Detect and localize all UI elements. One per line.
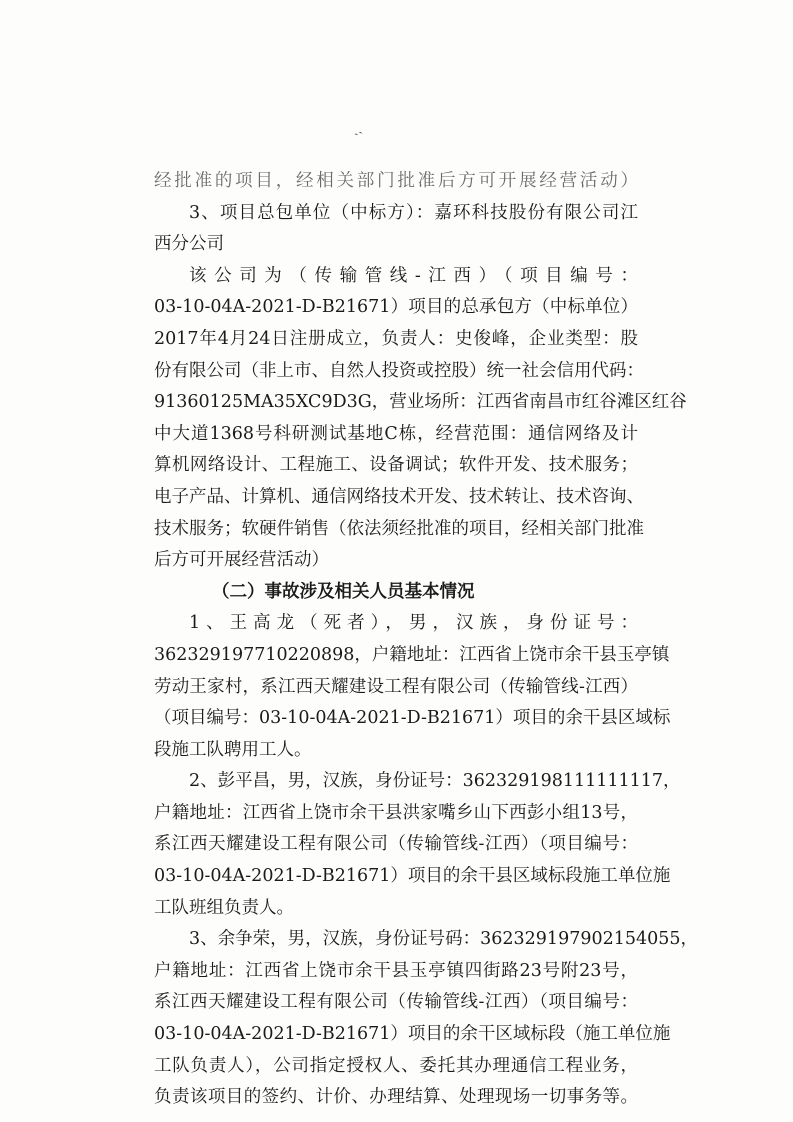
section-item-contractor: 3、项目总包单位（中标方）：嘉环科技股份有限公司江 [189, 202, 638, 223]
text-line: 2017年4月24日注册成立，负责人：史俊峰，企业类型：股 [154, 328, 638, 349]
person-item-3: 3、余争荣，男，汉族，身份证号码：362329197902154055， [189, 929, 699, 950]
text-line: 工队班组负责人。 [154, 897, 294, 918]
document-body [154, 166, 699, 1114]
text-line: 户籍地址：江西省上饶市余干县洪家嘴乡山下西彭小组13号， [154, 802, 638, 823]
text-line: 负责该项目的签约、计价、办理结算、处理现场一切事务等。 [154, 1087, 638, 1108]
text-line: 份有限公司（非上市、自然人投资或控股）统一社会信用代码： [154, 360, 644, 381]
scan-mark: ˎˏ [349, 118, 364, 138]
text-line: 电子产品、计算机、通信网络技术开发、技术转让、技术咨询、 [154, 486, 644, 507]
person-item-2: 2、彭平昌，男，汉族，身份证号：362329198111111117， [189, 771, 681, 792]
text-line: 362329197710220898，户籍地址：江西省上饶市余干县玉亭镇 [154, 644, 670, 665]
text-line: 系江西天耀建设工程有限公司（传输管线-江西）（项目编号： [154, 834, 638, 855]
text-line: 经批准的项目，经相关部门批准后方可开展经营活动） [154, 171, 638, 191]
text-line: 该公司为（传输管线-江西）（项目编号： [189, 265, 638, 286]
text-line: 03-10-04A-2021-D-B21671）项目的余干区域标段（施工单位施 [154, 1024, 671, 1045]
text-line: 中大道1368号科研测试基地C栋，经营范围：通信网络及计 [154, 423, 638, 444]
text-line: 劳动王家村，系江西天耀建设工程有限公司（传输管线-江西） [154, 676, 638, 697]
text-line: 户籍地址：江西省上饶市余干县玉亭镇四街路23号附23号， [154, 960, 638, 981]
text-line: 后方可开展经营活动） [154, 550, 329, 571]
text-line: 西分公司 [154, 234, 224, 255]
text-line: 工队负责人），公司指定授权人、委托其办理通信工程业务， [154, 1055, 638, 1076]
text-line: 03-10-04A-2021-D-B21671）项目的总承包方（中标单位） [154, 297, 638, 318]
text-line: 技术服务；软硬件销售（依法须经批准的项目，经相关部门批准 [154, 518, 644, 539]
text-line: 系江西天耀建设工程有限公司（传输管线-江西）（项目编号： [154, 992, 638, 1013]
text-line: 算机网络设计、工程施工、设备调试；软件开发、技术服务； [154, 455, 638, 476]
text-line: 91360125MA35XC9D3G，营业场所：江西省南昌市红谷滩区红谷 [154, 392, 687, 413]
text-line: 段施工队聘用工人。 [154, 739, 312, 760]
text-line: （项目编号：03-10-04A-2021-D-B21671）项目的余干县区域标 [154, 708, 671, 729]
person-item-1: 1、王高龙（死者），男，汉族，身份证号： [189, 613, 638, 634]
section-heading: （二）事故涉及相关人员基本情况 [212, 581, 475, 602]
text-line: 03-10-04A-2021-D-B21671）项目的余干县区域标段施工单位施 [154, 866, 671, 887]
